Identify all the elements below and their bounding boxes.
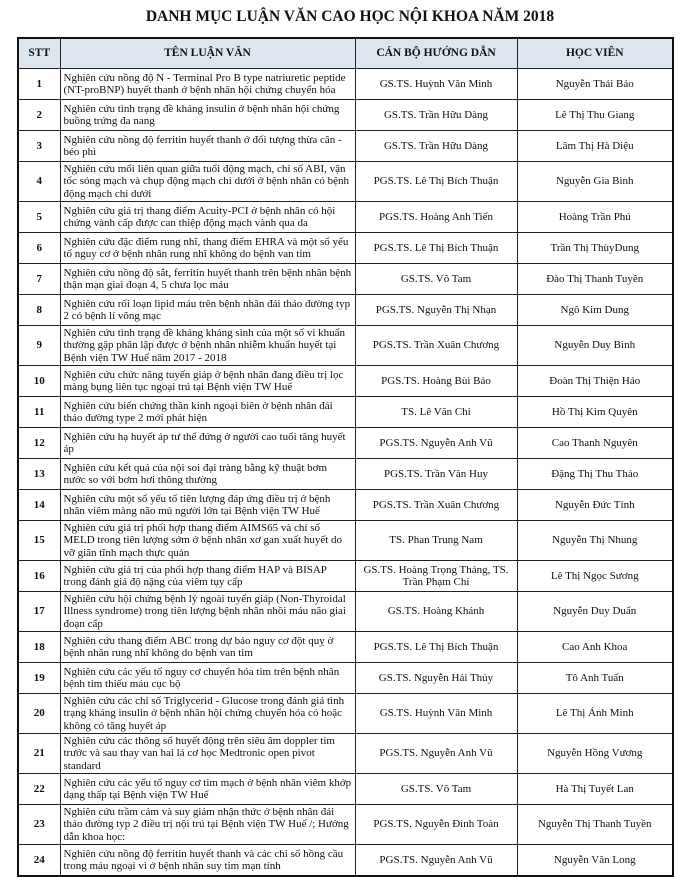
student-name: Cao Anh Khoa <box>517 632 673 663</box>
row-number: 4 <box>18 162 60 202</box>
supervisor-name: PGS.TS. Nguyễn Đình Toàn <box>355 804 517 844</box>
row-number: 20 <box>18 694 60 734</box>
student-name: Ngô Kim Dung <box>517 295 673 326</box>
thesis-title: Nghiên cứu các yếu tố nguy cơ chuyển hóa tim trên bệnh nhân bệnh tim thiếu máu cục bộ <box>60 663 355 694</box>
student-name: Nguyễn Gia Bình <box>517 162 673 202</box>
supervisor-name: GS.TS. Trần Hữu Dàng <box>355 131 517 162</box>
thesis-title: Nghiên cứu biến chứng thần kinh ngoại biên ở bệnh nhân đái tháo đường type 2 mới phát hiện <box>60 397 355 428</box>
supervisor-name: GS.TS. Trần Hữu Dàng <box>355 100 517 131</box>
thesis-title: Nghiên cứu trầm cảm và suy giảm nhận thức ở bệnh nhân đái tháo đường typ 2 điều trị nội trú tại Bệnh viện TW Huế /; Hướng dẫn khoa học: <box>60 804 355 844</box>
student-name: Nguyễn Duy Bình <box>517 326 673 366</box>
student-name: Đào Thị Thanh Tuyền <box>517 264 673 295</box>
student-name: Trần Thị ThùyDung <box>517 233 673 264</box>
supervisor-name: TS. Lê Văn Chi <box>355 397 517 428</box>
supervisor-name: PGS.TS. Nguyễn Thị Nhạn <box>355 295 517 326</box>
supervisor-name: PGS.TS. Trần Văn Huy <box>355 459 517 490</box>
row-number: 22 <box>18 773 60 804</box>
thesis-title: Nghiên cứu tình trạng đề kháng kháng sinh của một số vi khuẩn thường gặp phân lập được ở bệnh nhân nhiễm khuẩn huyết tại Bệnh viện TW Huế năm 2017 - 2018 <box>60 326 355 366</box>
student-name: Hoàng Trần Phú <box>517 202 673 233</box>
row-number: 19 <box>18 663 60 694</box>
supervisor-name: GS.TS. Nguyễn Hải Thủy <box>355 663 517 694</box>
student-name: Lê Thị Thu Giang <box>517 100 673 131</box>
supervisor-name: PGS.TS. Hoàng Anh Tiến <box>355 202 517 233</box>
header-stt: STT <box>18 38 60 69</box>
table-row <box>18 663 673 694</box>
table-row <box>18 561 673 592</box>
thesis-title: Nghiên cứu rối loạn lipid máu trên bệnh nhân đái tháo đường typ 2 có bệnh lí võng mạc <box>60 295 355 326</box>
thesis-title: Nghiên cứu hội chứng bệnh lý ngoài tuyến giáp (Non-Thyroidal Illness syndrome) trong tiên lượng bệnh nhân nhồi máu não giai đoạn cấp <box>60 592 355 632</box>
supervisor-name: PGS.TS. Trần Xuân Chương <box>355 326 517 366</box>
student-name: Cao Thanh Nguyên <box>517 428 673 459</box>
row-number: 24 <box>18 844 60 876</box>
row-number: 17 <box>18 592 60 632</box>
row-number: 21 <box>18 734 60 774</box>
thesis-title: Nghiên cứu một số yếu tố tiên lượng đáp ứng điều trị ở bệnh nhân viêm màng não mủ người lớn tại Bệnh viện TW Huế <box>60 490 355 521</box>
supervisor-name: PGS.TS. Lê Thị Bích Thuận <box>355 632 517 663</box>
student-name: Nguyễn Thái Bảo <box>517 69 673 100</box>
table-row <box>18 100 673 131</box>
thesis-table <box>17 37 674 877</box>
supervisor-name: GS.TS. Huỳnh Văn Minh <box>355 694 517 734</box>
table-row <box>18 521 673 561</box>
student-name: Tô Anh Tuấn <box>517 663 673 694</box>
thesis-title: Nghiên cứu mối liên quan giữa tuổi động mạch, chỉ số ABI, vận tốc sóng mạch và chụp động mạch chi dưới ở bệnh nhân có bệnh động mạch chi dưới <box>60 162 355 202</box>
thesis-title: Nghiên cứu giá trị của phối hợp thang điểm HAP và BISAP trong đánh giá độ nặng của viêm tụy cấp <box>60 561 355 592</box>
table-row <box>18 694 673 734</box>
student-name: Lê Thị Ánh Minh <box>517 694 673 734</box>
row-number: 11 <box>18 397 60 428</box>
student-name: Đặng Thị Thu Thảo <box>517 459 673 490</box>
table-row <box>18 734 673 774</box>
table-row <box>18 773 673 804</box>
row-number: 9 <box>18 326 60 366</box>
table-row <box>18 428 673 459</box>
supervisor-name: GS.TS. Hoàng Khánh <box>355 592 517 632</box>
supervisor-name: TS. Phan Trung Nam <box>355 521 517 561</box>
student-name: Nguyễn Hồng Vương <box>517 734 673 774</box>
thesis-title: Nghiên cứu giá trị thang điểm Acuity-PCI ở bệnh nhân có hội chứng vành cấp được can thiệp động mạch vành qua da <box>60 202 355 233</box>
page-title: DANH MỤC LUẬN VĂN CAO HỌC NỘI KHOA NĂM 2018 <box>145 8 555 25</box>
header-supervisor: CÁN BỘ HƯỚNG DẪN <box>355 38 517 69</box>
row-number: 8 <box>18 295 60 326</box>
supervisor-name: GS.TS. Huỳnh Văn Minh <box>355 69 517 100</box>
supervisor-name: PGS.TS. Trần Xuân Chương <box>355 490 517 521</box>
row-number: 12 <box>18 428 60 459</box>
table-row <box>18 131 673 162</box>
header-student: HỌC VIÊN <box>517 38 673 69</box>
supervisor-name: PGS.TS. Hoàng Bùi Bảo <box>355 366 517 397</box>
table-header-row <box>18 38 673 69</box>
thesis-title: Nghiên cứu nồng độ ferritin huyết thanh và các chỉ số hồng cầu trong máu ngoại vi ở bệnh nhân suy tim mạn tính <box>60 844 355 876</box>
table-row <box>18 162 673 202</box>
thesis-title: Nghiên cứu các yếu tố nguy cơ tim mạch ở bệnh nhân viêm khớp dạng thấp tại Bệnh viện TW Huế <box>60 773 355 804</box>
student-name: Nguyễn Văn Long <box>517 844 673 876</box>
row-number: 10 <box>18 366 60 397</box>
supervisor-name: GS.TS. Võ Tam <box>355 264 517 295</box>
thesis-title: Nghiên cứu nồng độ ferritin huyết thanh ở đối tượng thừa cân - béo phì <box>60 131 355 162</box>
supervisor-name: PGS.TS. Nguyễn Anh Vũ <box>355 844 517 876</box>
table-row <box>18 264 673 295</box>
table-row <box>18 202 673 233</box>
table-row <box>18 490 673 521</box>
thesis-title: Nghiên cứu đặc điểm rung nhĩ, thang điểm EHRA và một số yếu tố nguy cơ ở bệnh nhân rung nhĩ không do bệnh van tim <box>60 233 355 264</box>
supervisor-name: GS.TS. Võ Tam <box>355 773 517 804</box>
thesis-title: Nghiên cứu nồng độ N - Terminal Pro B type natriuretic peptide (NT-proBNP) huyết thanh ở bệnh nhân hội chứng chuyển hóa <box>60 69 355 100</box>
thesis-title: Nghiên cứu các chỉ số Triglycerid - Glucose trong đánh giá tình trạng kháng insulin ở bệnh nhân hội chứng chuyển hóa có hoặc không có tăng huyết áp <box>60 694 355 734</box>
thesis-title: Nghiên cứu kết quả của nội soi đại tràng bằng kỹ thuật bơm nước so với bơm hơi thông thường <box>60 459 355 490</box>
student-name: Nguyễn Thị Thanh Tuyền <box>517 804 673 844</box>
supervisor-name: PGS.TS. Lê Thị Bích Thuận <box>355 233 517 264</box>
thesis-title: Nghiên cứu các thông số huyết động trên siêu âm doppler tim trước và sau thay van hai lá cơ học Medtronic open pivot standard <box>60 734 355 774</box>
row-number: 2 <box>18 100 60 131</box>
table-row <box>18 326 673 366</box>
supervisor-name: PGS.TS. Nguyễn Anh Vũ <box>355 734 517 774</box>
supervisor-name: PGS.TS. Nguyễn Anh Vũ <box>355 428 517 459</box>
row-number: 1 <box>18 69 60 100</box>
row-number: 23 <box>18 804 60 844</box>
row-number: 6 <box>18 233 60 264</box>
row-number: 7 <box>18 264 60 295</box>
table-row <box>18 592 673 632</box>
table-row <box>18 632 673 663</box>
student-name: Nguyễn Duy Duẩn <box>517 592 673 632</box>
thesis-title: Nghiên cứu giá trị phối hợp thang điểm AIMS65 và chỉ số MELD trong tiên lượng sớm ở bệnh nhân xơ gan xuất huyết do vỡ giãn tĩnh mạch thực quản <box>60 521 355 561</box>
student-name: Nguyễn Đức Tính <box>517 490 673 521</box>
row-number: 16 <box>18 561 60 592</box>
thesis-title: Nghiên cứu chức năng tuyến giáp ở bệnh nhân đang điều trị lọc màng bụng liên tục ngoại trú tại Bệnh viện TW Huế <box>60 366 355 397</box>
thesis-title: Nghiên cứu thang điểm ABC trong dự báo nguy cơ đột quỵ ở bệnh nhân rung nhĩ không do bệnh van tim <box>60 632 355 663</box>
student-name: Nguyễn Thị Nhung <box>517 521 673 561</box>
supervisor-name: GS.TS. Hoàng Trọng Thảng, TS. Trần Phạm Chí <box>355 561 517 592</box>
row-number: 18 <box>18 632 60 663</box>
table-row <box>18 397 673 428</box>
table-row <box>18 295 673 326</box>
table-row <box>18 844 673 876</box>
row-number: 3 <box>18 131 60 162</box>
student-name: Hà Thị Tuyết Lan <box>517 773 673 804</box>
table-row <box>18 233 673 264</box>
thesis-title: Nghiên cứu tình trạng đề kháng insulin ở bệnh nhân hội chứng buồng trứng đa nang <box>60 100 355 131</box>
table-row <box>18 459 673 490</box>
student-name: Hồ Thị Kim Quyên <box>517 397 673 428</box>
row-number: 14 <box>18 490 60 521</box>
table-row <box>18 366 673 397</box>
table-row <box>18 804 673 844</box>
thesis-title: Nghiên cứu nồng độ sắt, ferritin huyết thanh trên bệnh nhân bệnh thận mạn giai đoạn 4, 5 chưa lọc máu <box>60 264 355 295</box>
thesis-title: Nghiên cứu hạ huyết áp tư thế đứng ở người cao tuổi tăng huyết áp <box>60 428 355 459</box>
row-number: 15 <box>18 521 60 561</box>
supervisor-name: PGS.TS. Lê Thị Bích Thuận <box>355 162 517 202</box>
header-title: TÊN LUẬN VĂN <box>60 38 355 69</box>
student-name: Đoàn Thị Thiện Hảo <box>517 366 673 397</box>
table-row <box>18 69 673 100</box>
student-name: Lê Thị Ngọc Sương <box>517 561 673 592</box>
row-number: 13 <box>18 459 60 490</box>
row-number: 5 <box>18 202 60 233</box>
student-name: Lâm Thị Hà Diệu <box>517 131 673 162</box>
